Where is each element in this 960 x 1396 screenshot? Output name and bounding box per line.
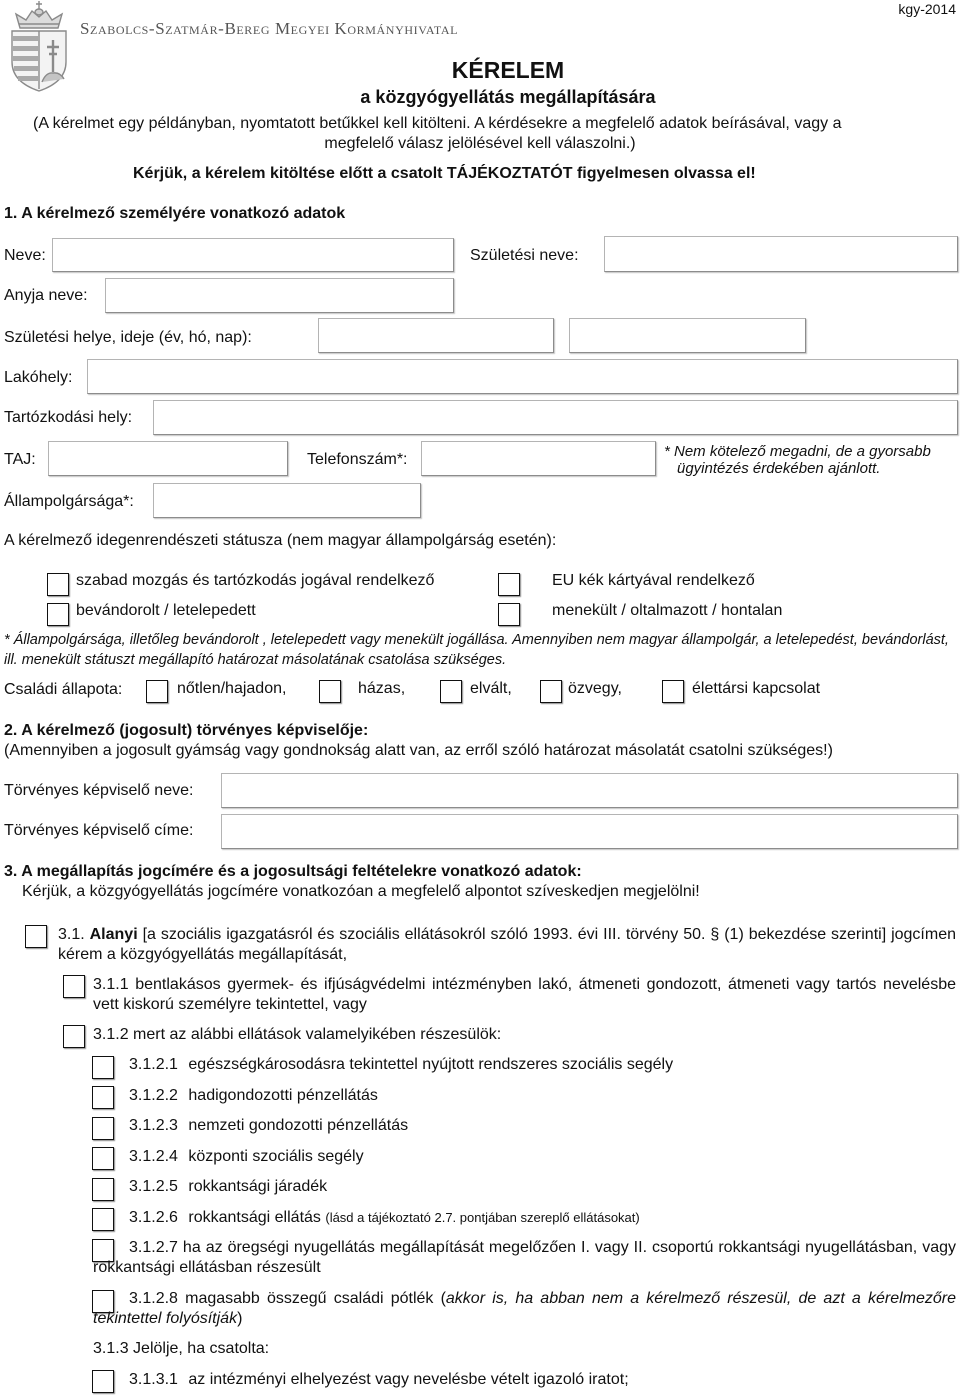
marital-single-label: nőtlen/hajadon, — [177, 680, 287, 697]
section3-instruction: Kérjük, a közgyógyellátás jogcímére vonatkozóan a megfelelő alpontot szíveskedjen megjelölni! — [22, 883, 700, 900]
item-3-1-checkbox[interactable] — [25, 925, 47, 948]
residence-label: Lakóhely: — [4, 369, 73, 386]
item-3-1-1-description: bentlakásos gyermek- és ifjúságvédelmi intézményben lakó, átmeneti gondozott, átmeneti vagy tartós nevelésbe vett kiskorú személyre tekintettel, vagy — [93, 976, 956, 1013]
phone-label: Telefonszám*: — [307, 451, 408, 468]
status-free-movement-label: szabad mozgás és tartózkodás jogával rendelkező — [76, 572, 435, 589]
benefit-3-1-2-4-checkbox[interactable] — [92, 1147, 114, 1170]
rep-address-label: Törvényes képviselő címe: — [4, 822, 194, 839]
mother-name-input[interactable] — [105, 278, 454, 313]
section2-heading: 2. A kérelmező (jogosult) törvényes képviselője: — [4, 722, 369, 739]
benefit-3-1-2-4-text — [129, 1147, 364, 1167]
marital-divorced-label: elvált, — [470, 680, 512, 697]
rep-name-label: Törvényes képviselő neve: — [4, 782, 194, 799]
status-eu-blue-card-label: EU kék kártyával rendelkező — [552, 572, 755, 589]
benefit-description: központi szociális segély — [188, 1148, 364, 1165]
benefit-number: 3.1.2.8 — [129, 1290, 178, 1307]
benefit-description: nemzeti gondozotti pénzellátás — [188, 1117, 409, 1134]
citizenship-label: Állampolgársága*: — [4, 493, 134, 510]
form-subtitle: a közgyógyellátás megállapítására — [360, 87, 656, 107]
item-3-1-3-description: Jelölje, ha csatolta: — [133, 1340, 270, 1357]
item-3-1-1-number: 3.1.1 — [93, 976, 129, 993]
benefit-3-1-2-6-text — [129, 1208, 640, 1228]
marital-married-checkbox[interactable] — [319, 680, 341, 703]
benefit-number: 3.1.2.2 — [129, 1087, 178, 1104]
attachment-number: 3.1.3.1 — [129, 1371, 178, 1388]
benefit-3-1-2-7-text — [93, 1238, 956, 1278]
optional-note-line2: ügyintézés érdekében ajánlott. — [677, 460, 881, 477]
marital-divorced-checkbox[interactable] — [440, 680, 462, 703]
read-info-notice: Kérjük, a kérelem kitöltése előtt a csatolt TÁJÉKOZTATÓT figyelmesen olvassa el! — [133, 165, 756, 182]
rep-address-input[interactable] — [221, 814, 958, 849]
status-refugee-checkbox[interactable] — [498, 603, 520, 626]
coat-of-arms-icon — [6, 0, 72, 92]
benefit-number: 3.1.2.4 — [129, 1148, 178, 1165]
benefit-description: rokkantsági járadék — [188, 1178, 328, 1195]
benefit-number: 3.1.2.6 — [129, 1209, 178, 1226]
section1-heading: 1. A kérelmező személyére vonatkozó adatok — [4, 205, 346, 222]
benefit-3-1-2-3-checkbox[interactable] — [92, 1117, 114, 1140]
benefit-3-1-2-3-text — [129, 1116, 408, 1136]
benefit-3-1-2-5-text — [129, 1177, 327, 1197]
form-title: KÉRELEM — [451, 57, 565, 83]
benefit-italic-note: akkor is, ha abban nem a kérelmező részesül, de azt a kérelmezőre tekintettel folyósítják — [93, 1290, 957, 1327]
marital-single-checkbox[interactable] — [146, 680, 168, 703]
benefit-number: 3.1.2.3 — [129, 1117, 178, 1134]
mother-name-label: Anyja neve: — [4, 287, 88, 304]
birth-place-date-label: Születési helye, ideje (év, hó, nap): — [4, 329, 252, 346]
item-3-1-bold: Alanyi — [89, 926, 138, 943]
marital-married-label: házas, — [358, 680, 406, 697]
item-3-1-text — [58, 925, 956, 965]
benefit-closing-paren: ) — [237, 1310, 243, 1327]
item-3-1-1-checkbox[interactable] — [63, 975, 85, 998]
optional-note-line1: * Nem kötelező megadni, de a gyorsabb — [664, 443, 931, 460]
phone-input[interactable] — [421, 441, 656, 476]
organization-name: Szabolcs-Szatmár-Bereg Megyei Kormányhivatal — [80, 19, 459, 38]
benefit-number: 3.1.2.7 — [129, 1239, 178, 1256]
status-immigrant-settled-label: bevándorolt / letelepedett — [76, 602, 256, 619]
rep-name-input[interactable] — [221, 773, 958, 808]
benefit-3-1-2-6-checkbox[interactable] — [92, 1208, 114, 1231]
instructions-line2: megfelelő válasz jelölésével kell válaszolni.) — [324, 135, 636, 152]
item-3-1-3-number: 3.1.3 — [93, 1340, 129, 1357]
benefit-3-1-2-1-checkbox[interactable] — [92, 1056, 114, 1079]
benefit-description: ha az öregségi nyugellátás megállapítását megelőzően I. vagy II. csoportú rokkantsági nyugellátásban, vagy rokkantsági ellátásban részesült — [93, 1239, 956, 1276]
item-3-1-description: [a szociális igazgatásról és szociális ellátásokról szóló 1993. évi III. törvény 50. § (1) bekezdése szerinti] jogcímen kérem a közgyógyellátás megállapítását, — [58, 926, 957, 963]
benefit-description: egészségkárosodásra tekintettel nyújtott rendszeres szociális segély — [188, 1056, 674, 1073]
name-input[interactable] — [52, 238, 454, 272]
stay-address-label: Tartózkodási hely: — [4, 409, 133, 426]
item-3-1-1-text — [93, 975, 956, 1015]
benefit-number: 3.1.2.5 — [129, 1178, 178, 1195]
status-refugee-label: menekült / oltalmazott / hontalan — [552, 602, 783, 619]
marital-widowed-checkbox[interactable] — [540, 680, 562, 703]
citizenship-input[interactable] — [153, 483, 421, 518]
taj-input[interactable] — [48, 441, 288, 476]
section2-note: (Amennyiben a jogosult gyámság vagy gondnokság alatt van, az erről szóló határozat másolatát csatolni szükséges!) — [4, 742, 833, 759]
residence-input[interactable] — [87, 359, 958, 394]
benefit-description: rokkantsági ellátás — [188, 1209, 321, 1226]
instructions-line1: (A kérelmet egy példányban, nyomtatott betűkkel kell kitölteni. A kérdésekre a megfelelő adatok beírásával, vagy a — [33, 115, 842, 132]
stay-address-input[interactable] — [153, 400, 958, 435]
benefit-description: magasabb összegű családi pótlék ( — [185, 1290, 446, 1307]
name-label: Neve: — [4, 247, 46, 264]
marital-partnership-label: élettársi kapcsolat — [692, 680, 821, 697]
marital-widowed-label: özvegy, — [568, 680, 622, 697]
marital-partnership-checkbox[interactable] — [662, 680, 684, 703]
status-free-movement-checkbox[interactable] — [47, 573, 69, 596]
benefit-3-1-2-2-text — [129, 1086, 378, 1106]
status-eu-blue-card-checkbox[interactable] — [498, 573, 520, 596]
section3-heading: 3. A megállapítás jogcímére és a jogosultsági feltételekre vonatkozó adatok: — [4, 863, 582, 880]
taj-label: TAJ: — [4, 451, 36, 468]
benefit-3-1-2-2-checkbox[interactable] — [92, 1086, 114, 1109]
citizenship-note: * Állampolgársága, illetőleg bevándorolt , letelepedett vagy menekült jogállása. Amennyiben nem magyar állampolgár, a letelepedést, bevándorlást, ill. menekült státuszt megállapító határozat másolatának csatolása szükséges. — [4, 632, 949, 668]
status-immigrant-settled-checkbox[interactable] — [47, 603, 69, 626]
benefit-3-1-2-8-text — [93, 1289, 956, 1329]
birth-name-label: Születési neve: — [470, 247, 579, 264]
benefit-number: 3.1.2.1 — [129, 1056, 178, 1073]
item-3-1-number: 3.1. — [58, 926, 85, 943]
item-3-1-2-text — [93, 1025, 501, 1045]
benefit-3-1-2-1-text — [129, 1055, 673, 1075]
birth-place-input[interactable] — [318, 318, 554, 353]
benefit-3-1-2-5-checkbox[interactable] — [92, 1178, 114, 1201]
marital-status-label: Családi állapota: — [4, 681, 123, 698]
attachment-description: az intézményi elhelyezést vagy nevelésbe vételt igazoló iratot; — [188, 1371, 629, 1388]
benefit-description: hadigondozotti pénzellátás — [188, 1087, 378, 1104]
birth-date-input[interactable] — [569, 318, 806, 353]
immigration-status-label: A kérelmező idegenrendészeti státusza (nem magyar állampolgárság esetén): — [4, 532, 557, 549]
attachment-3-1-3-1-checkbox[interactable] — [92, 1370, 114, 1393]
item-3-1-2-description: mert az alábbi ellátások valamelyikében részesülök: — [133, 1026, 502, 1043]
item-3-1-3-text — [93, 1339, 269, 1359]
benefit-note: (lásd a tájékoztató 2.7. pontjában szereplő ellátásokat) — [325, 1210, 640, 1225]
item-3-1-2-checkbox[interactable] — [63, 1025, 85, 1048]
birth-name-input[interactable] — [604, 236, 958, 272]
form-code: kgy-2014 — [898, 1, 956, 17]
attachment-3-1-3-1-text — [129, 1370, 629, 1390]
item-3-1-2-number: 3.1.2 — [93, 1026, 129, 1043]
